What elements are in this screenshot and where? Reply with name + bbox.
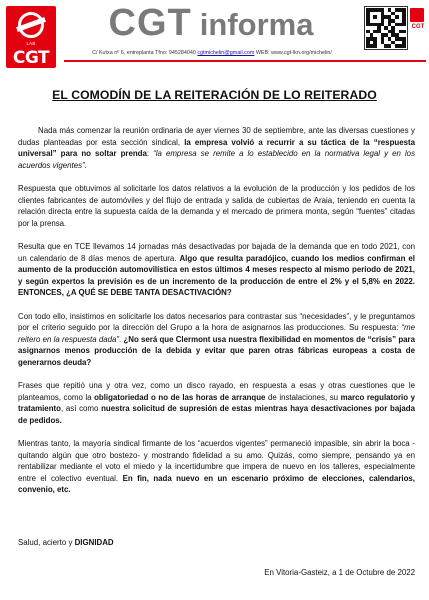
p5-text-2: de instalaciones, su (265, 392, 341, 402)
p1-text: Nada más comenzar la reunión ordinaria de ayer viernes 30 de septiembre, ante las diversas cuestiones y dudas planteadas por esta sección sindical, (18, 126, 415, 147)
p3-bold: Algo que resulta paradójico, cuando los medios confirman el aumento de la producción automovilística en estos últimos 4 meses respecto al mismo periodo de 2021, y según expertos la previsión es de un incremento de la producción de entre el 2% y el 5,8% en 2022. ENTONCES, ¿A QUÉ SE DEBE TANTA DESACTIVACIÓN? (18, 253, 415, 298)
p4-bold: ¿No será que Clermont usa nuestra flexibilidad en momentos de “crisis” para asignarnos menos producción de la debida y evitar que paren otras fábricas europeas a costa de generarnos deuda? (18, 334, 415, 367)
contact-web: WEB: www.cgt-lkn.org/michelin/ (254, 50, 332, 56)
qr-side-logo (410, 8, 426, 44)
p1-sep: : (146, 149, 154, 159)
paragraph-1 (18, 125, 415, 171)
p3-text: Resulta que en TCE llevamos 14 jornadas más desactivadas por bajada de la demanda que en todo 2021, con un calendario de 8 días menos de apertura. (18, 241, 415, 263)
p5-bold-3: nuestra solicitud de supresión de estas mientras haya desactivaciones por bajada de pedidos. (18, 404, 415, 425)
cgt-small-logo-icon (410, 8, 424, 22)
paragraph-3 (18, 241, 415, 299)
closing-salutation (18, 538, 114, 547)
brand-name: CGT (108, 2, 192, 44)
p1-end: . (84, 160, 87, 170)
article-body (18, 125, 415, 508)
p4-sep: . (119, 334, 124, 344)
paragraph-6 (18, 438, 415, 496)
paragraph-5 (18, 380, 415, 426)
p5-text-3: , así como (60, 404, 102, 414)
p5-text: Frases que repitió una y otra vez, como un disco rayado, en respuesta a esas y otras cuestiones que le planteamos, como la (18, 381, 415, 402)
qr-logo-text: CGT (411, 24, 425, 30)
p6-text: Mientras tanto, la mayoría sindical firmante de los “acuerdos vigentes” permaneció impasible, sin abrir la boca -quitando algún que otro bostezo- y mostrando fidelidad a su amo. Quizás, como siempre, pensando ya en rentabilizar mediante el voto el miedo y la incertidumbre que impera de nuevo en los talleres, especialmente entre el colectivo eventual. (18, 439, 415, 483)
date-line: En Vitoria-Gasteiz, a 1 de Octubre de 2022 (264, 568, 415, 577)
masthead (66, 2, 356, 46)
p1-bold: la empresa volvió a recurrir a su táctica de la “respuesta universal” para no soltar prenda (18, 137, 416, 159)
contact-address: C/ Kutxa nº 6, entreplanta Tfno: 945284040 (92, 50, 198, 56)
cgt-emblem-icon (16, 12, 46, 38)
closing-text: Salud, acierto y (18, 538, 75, 547)
p6-bold: En fin, nada nuevo en un escenario próximo de elecciones, calendarios, convenio, etc. (18, 473, 415, 495)
p4-quote: “me reitero en la respuesta dada” (18, 323, 415, 344)
logo-subtext: LAB (26, 41, 36, 46)
p1-quote: “la empresa se remite a lo establecido en la normativa legal y en los acuerdos vigentes” (18, 149, 416, 170)
closing-bold: DIGNIDAD (74, 538, 114, 547)
paragraph-4 (18, 311, 415, 369)
p5-bold-2: marco regulatorio y tratamiento (18, 392, 416, 414)
p4-text: Con todo ello, insistimos en solicitarle los datos necesarios para contrastar sus “necesidades”, y le preguntamos por el criterio seguido por la dirección del Grupo a la hora de asignarnos las producciones. Su respuesta: (18, 311, 415, 333)
qr-code-icon (364, 6, 408, 50)
page-title: EL COMODÍN DE LA REITERACIÓN DE LO REITERADO (52, 88, 377, 102)
contact-email-link[interactable]: cgtmichelin@gmail.com (197, 50, 255, 56)
header-divider (64, 60, 426, 62)
brand-suffix: informa (199, 7, 314, 42)
p5-bold-1: obligatoriedad o no de las horas de arranque (94, 392, 266, 402)
logo-text: CGT (12, 48, 50, 68)
paragraph-2: Respuesta que obtuvimos al solicitarle los datos relativos a la evolución de la producción y los pedidos de los clientes fabricantes de automóviles y del flujo de entrada y salida de cubiertas de Araia, teniendo en cuenta la relación directa entre la supuesta caída de la demanda y el mercado de primera monta, según “fuentes” citadas por la prensa. (18, 183, 415, 228)
contact-line (62, 50, 362, 56)
cgt-logo (6, 6, 56, 68)
